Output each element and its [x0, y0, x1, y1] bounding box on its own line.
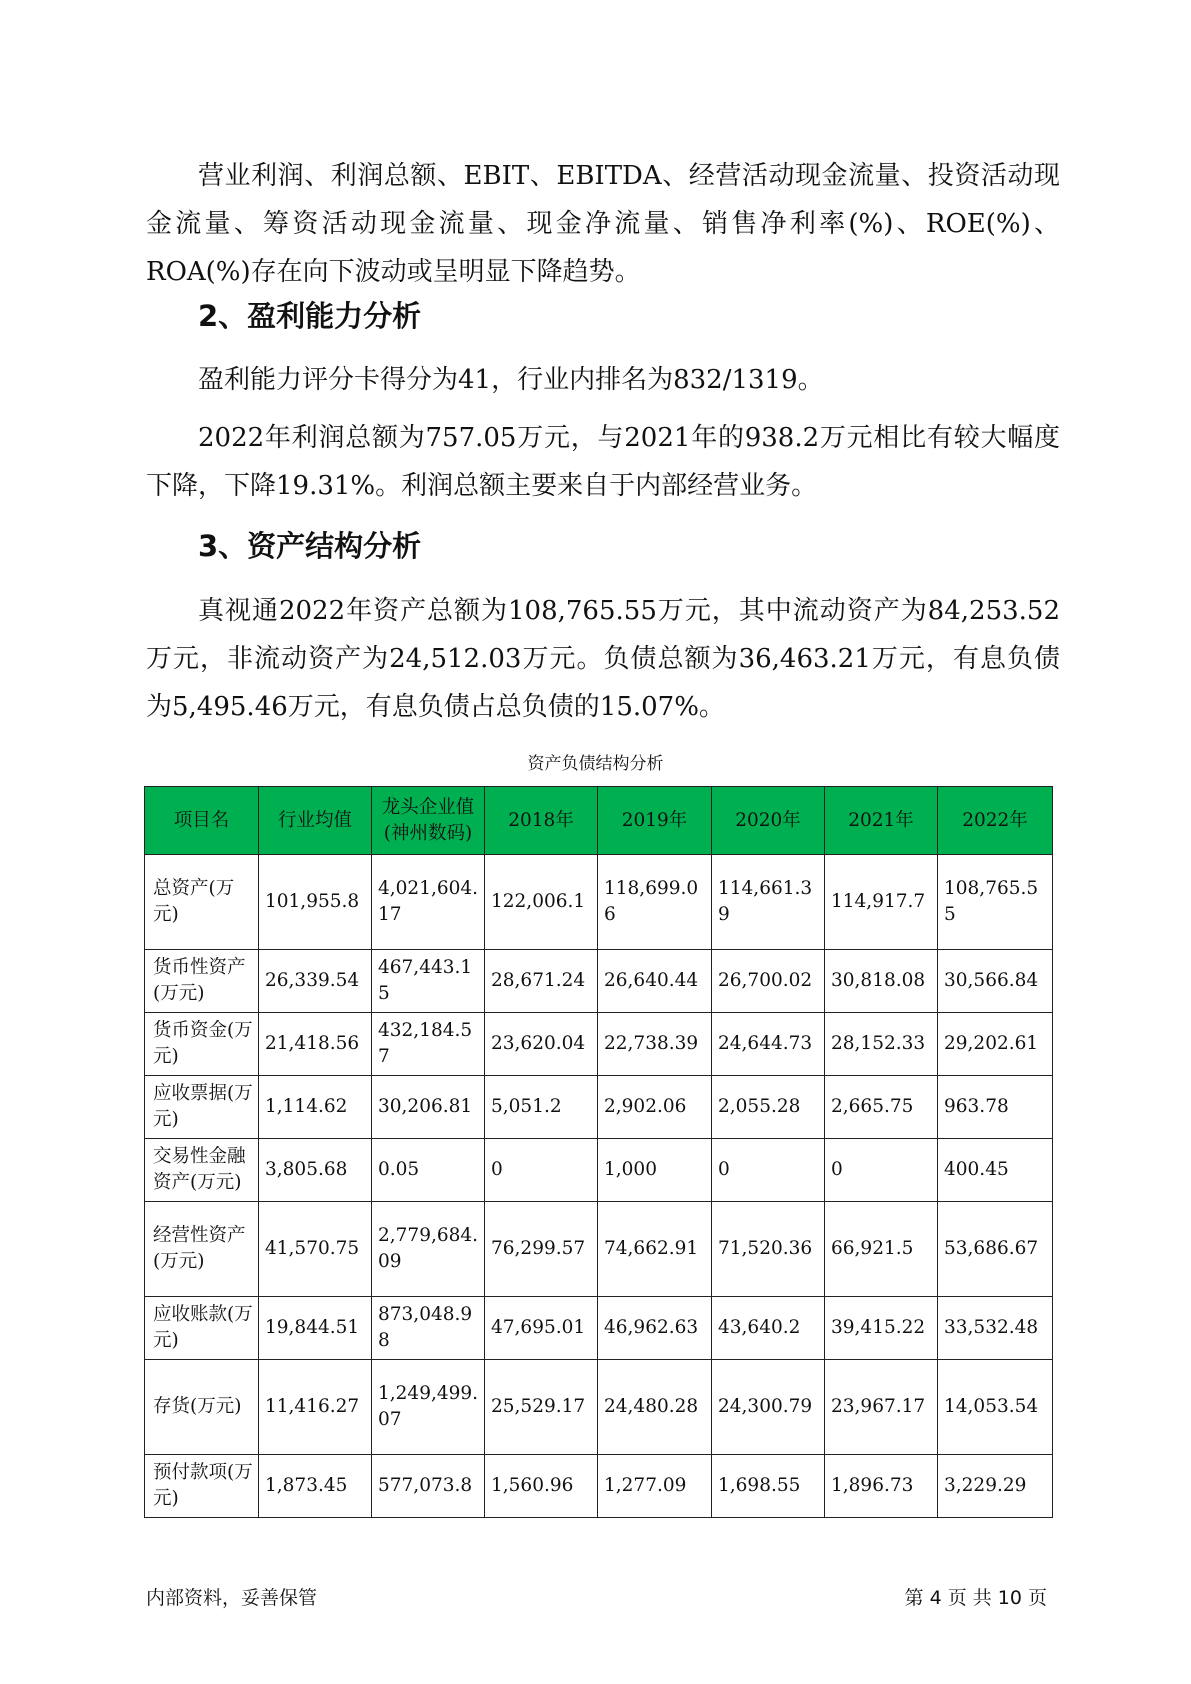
table-cell: 46,962.63: [598, 1297, 712, 1360]
table-cell: 30,566.84: [938, 950, 1053, 1013]
table-cell: 432,184.57: [372, 1013, 485, 1076]
table-caption: 资产负债结构分析: [527, 754, 664, 774]
table-cell: 4,021,604.17: [372, 855, 485, 950]
table-cell: 33,532.48: [938, 1297, 1053, 1360]
table-cell: 1,896.73: [825, 1455, 938, 1518]
table-cell: 2,055.28: [712, 1076, 825, 1139]
table-cell: 26,640.44: [598, 950, 712, 1013]
col-header-item-name: 项目名: [145, 787, 259, 855]
table-cell: 5,051.2: [485, 1076, 598, 1139]
row-label-cell: 应收票据(万元): [145, 1076, 259, 1139]
table-cell: 24,644.73: [712, 1013, 825, 1076]
table-cell: 24,300.79: [712, 1360, 825, 1455]
row-label-cell: 总资产(万元): [145, 855, 259, 950]
table-cell: 1,698.55: [712, 1455, 825, 1518]
row-label-cell: 经营性资产(万元): [145, 1202, 259, 1297]
table-cell: 114,917.7: [825, 855, 938, 950]
asset-structure-paragraph: 真视通2022年资产总额为108,765.55万元，其中流动资产为84,253.52万元，非流动资产为24,512.03万元。负债总额为36,463.21万元，有息负债为5,495.46万元，有息负债占总负债的15.07%。: [146, 596, 1060, 722]
table-cell: 29,202.61: [938, 1013, 1053, 1076]
table-cell: 24,480.28: [598, 1360, 712, 1455]
table-cell: 2,665.75: [825, 1076, 938, 1139]
table-cell: 0: [825, 1139, 938, 1202]
table-cell: 400.45: [938, 1139, 1053, 1202]
table-cell: 108,765.55: [938, 855, 1053, 950]
table-cell: 74,662.91: [598, 1202, 712, 1297]
table-row: [145, 1455, 1053, 1518]
table-cell: 1,873.45: [259, 1455, 372, 1518]
table-cell: 0: [485, 1139, 598, 1202]
table-cell: 1,277.09: [598, 1455, 712, 1518]
col-header-2020: 2020年: [712, 787, 825, 855]
section-2-heading: 2、盈利能力分析: [198, 299, 422, 333]
table-cell: 30,818.08: [825, 950, 938, 1013]
table-row: [145, 1202, 1053, 1297]
table-cell: 26,700.02: [712, 950, 825, 1013]
intro-paragraph: 营业利润、利润总额、EBIT、EBITDA、经营活动现金流量、投资活动现金流量、筹资活动现金流量、现金净流量、销售净利率(%)、ROE(%)、ROA(%)存在向下波动或呈明显下降趋势。: [146, 161, 1060, 287]
table-row: [145, 950, 1053, 1013]
col-header-2019: 2019年: [598, 787, 712, 855]
col-header-industry-average: 行业均值: [259, 787, 372, 855]
table-cell: 28,671.24: [485, 950, 598, 1013]
table-row: [145, 1013, 1053, 1076]
table-cell: 1,249,499.07: [372, 1360, 485, 1455]
table-cell: 1,000: [598, 1139, 712, 1202]
col-header-2022: 2022年: [938, 787, 1053, 855]
table-cell: 3,229.29: [938, 1455, 1053, 1518]
row-label-cell: 存货(万元): [145, 1360, 259, 1455]
table-cell: 1,560.96: [485, 1455, 598, 1518]
table-cell: 3,805.68: [259, 1139, 372, 1202]
col-header-2018: 2018年: [485, 787, 598, 855]
row-label-cell: 应收账款(万元): [145, 1297, 259, 1360]
profitability-score-paragraph: 盈利能力评分卡得分为41，行业内排名为832/1319。: [198, 365, 824, 395]
table-cell: 873,048.98: [372, 1297, 485, 1360]
confidential-note: 内部资料，妥善保管: [146, 1587, 318, 1609]
table-cell: 41,570.75: [259, 1202, 372, 1297]
table-cell: 26,339.54: [259, 950, 372, 1013]
table-cell: 2,779,684.09: [372, 1202, 485, 1297]
table-cell: 0: [712, 1139, 825, 1202]
table-cell: 577,073.8: [372, 1455, 485, 1518]
table-cell: 101,955.8: [259, 855, 372, 950]
table-cell: 39,415.22: [825, 1297, 938, 1360]
table-cell: 28,152.33: [825, 1013, 938, 1076]
table-cell: 118,699.06: [598, 855, 712, 950]
row-label-cell: 交易性金融资产(万元): [145, 1139, 259, 1202]
table-header-row: [145, 787, 1053, 855]
table-cell: 0.05: [372, 1139, 485, 1202]
table-cell: 1,114.62: [259, 1076, 372, 1139]
table-cell: 23,967.17: [825, 1360, 938, 1455]
col-header-leader-value: 龙头企业值(神州数码): [372, 787, 485, 855]
balance-sheet-table: [144, 786, 1053, 1518]
table-row: [145, 1139, 1053, 1202]
section-3-heading: 3、资产结构分析: [198, 529, 422, 563]
table-cell: 11,416.27: [259, 1360, 372, 1455]
table-cell: 47,695.01: [485, 1297, 598, 1360]
table-cell: 21,418.56: [259, 1013, 372, 1076]
table-row: [145, 1297, 1053, 1360]
table-cell: 114,661.39: [712, 855, 825, 950]
table-cell: 53,686.67: [938, 1202, 1053, 1297]
table-cell: 2,902.06: [598, 1076, 712, 1139]
table-cell: 71,520.36: [712, 1202, 825, 1297]
table-cell: 122,006.1: [485, 855, 598, 950]
total-profit-paragraph: 2022年利润总额为757.05万元，与2021年的938.2万元相比有较大幅度下降，下降19.31%。利润总额主要来自于内部经营业务。: [146, 423, 1060, 501]
page-number: 第 4 页 共 10 页: [904, 1587, 1047, 1609]
table-cell: 19,844.51: [259, 1297, 372, 1360]
table-cell: 25,529.17: [485, 1360, 598, 1455]
table-row: [145, 855, 1053, 950]
table-cell: 43,640.2: [712, 1297, 825, 1360]
row-label-cell: 货币资金(万元): [145, 1013, 259, 1076]
table-cell: 467,443.15: [372, 950, 485, 1013]
row-label-cell: 货币性资产(万元): [145, 950, 259, 1013]
table-cell: 22,738.39: [598, 1013, 712, 1076]
table-row: [145, 1076, 1053, 1139]
table-cell: 963.78: [938, 1076, 1053, 1139]
row-label-cell: 预付款项(万元): [145, 1455, 259, 1518]
table-cell: 14,053.54: [938, 1360, 1053, 1455]
table-row: [145, 1360, 1053, 1455]
col-header-2021: 2021年: [825, 787, 938, 855]
table-cell: 76,299.57: [485, 1202, 598, 1297]
table-cell: 23,620.04: [485, 1013, 598, 1076]
table-cell: 30,206.81: [372, 1076, 485, 1139]
table-cell: 66,921.5: [825, 1202, 938, 1297]
